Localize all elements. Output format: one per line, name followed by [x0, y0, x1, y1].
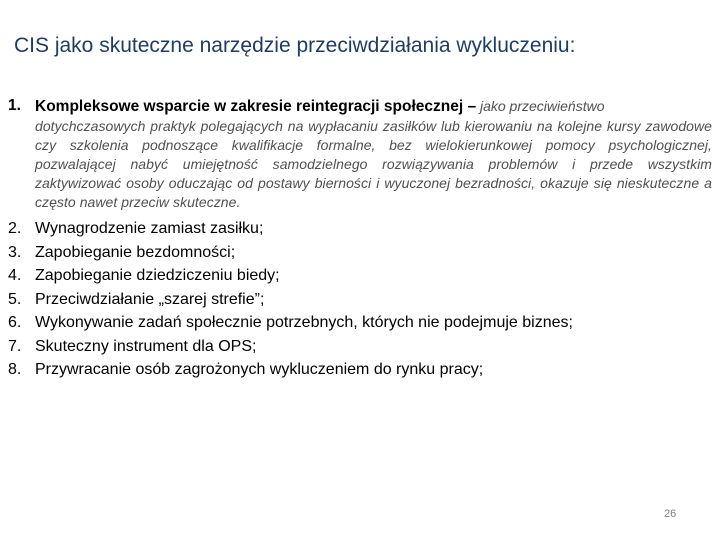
list-item-text: Zapobieganie bezdomności; — [35, 243, 236, 261]
list-item-heading-italic: jako przeciwieństwo — [476, 98, 605, 114]
list-item-number: 5. — [8, 290, 22, 308]
list-item-number: 3. — [8, 243, 22, 261]
list-items-rest — [8, 217, 712, 382]
list-item-number: 8. — [8, 361, 22, 378]
list-item-2 — [8, 217, 712, 241]
list-item-1 — [8, 96, 712, 212]
list-item-text: Skuteczny instrument dla OPS; — [35, 337, 257, 355]
list-item-6 — [8, 311, 712, 335]
list-item-3 — [8, 241, 712, 265]
list-item-text: Zapobieganie dziedziczeniu biedy; — [35, 267, 280, 284]
list-item-number: 2. — [8, 220, 22, 237]
list-item-7 — [8, 335, 712, 359]
page-number: 26 — [664, 508, 677, 520]
list-item-description: dotychczasowych praktyk polegających na wypłacaniu zasiłków lub kierowaniu na kolejne kursy zawodowe czy szkolenia podnoszące kwalifikacje formalne, bez wielokierunkowej pomocy psychologicznej, pozwalającej nabyć umiejętność samodzielnego rozwiązywania problemów i przede wszystkim zaktywizować osoby oduczając od postawy bierności i wyuczonej bezradności, okazuje się nieskuteczne a często nawet przeciw skuteczne. — [35, 118, 712, 210]
list-item-text: Przeciwdziałanie „szarej strefie”; — [35, 290, 265, 308]
list-item-8 — [8, 358, 712, 382]
list-item-number: 1. — [8, 97, 21, 114]
numbered-list — [8, 96, 712, 382]
list-item-number: 4. — [8, 267, 22, 284]
list-item-heading-bold: Kompleksowe wsparcie w zakresie reintegracji społecznej – — [35, 98, 477, 115]
list-item-text: Przywracanie osób zagrożonych wykluczeniem do rynku pracy; — [35, 361, 484, 378]
list-item-text: Wynagrodzenie zamiast zasiłku; — [35, 220, 264, 237]
list-item-number: 7. — [8, 337, 22, 355]
list-item-number: 6. — [8, 314, 22, 331]
list-item-text: Wykonywanie zadań społecznie potrzebnych, których nie podejmuje biznes; — [35, 314, 573, 331]
list-item-heading — [35, 96, 712, 117]
slide-title: CIS jako skuteczne narzędzie przeciwdziałania wykluczeniu: — [14, 34, 576, 57]
list-item-5 — [8, 288, 712, 312]
list-item-4 — [8, 264, 712, 288]
